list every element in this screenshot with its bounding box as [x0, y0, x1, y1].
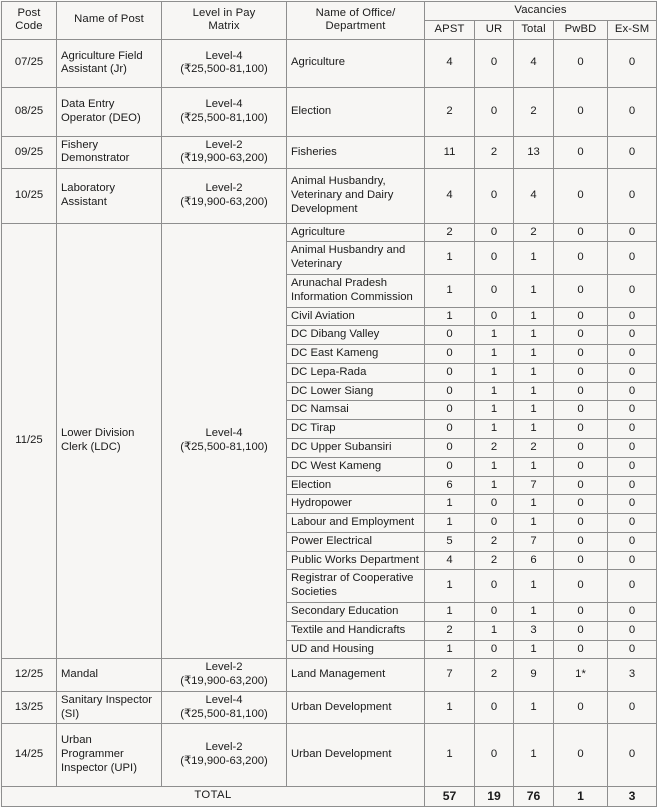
cell-post-code: 14/25 — [2, 724, 57, 786]
cell-ur: 2 — [475, 532, 514, 551]
total-label: TOTAL — [2, 786, 425, 806]
cell-total: 1 — [514, 363, 554, 382]
cell-office: Animal Husbandry, Veterinary and Dairy Development — [287, 169, 425, 223]
cell-office: Election — [287, 476, 425, 495]
cell-apst: 1 — [425, 603, 475, 622]
cell-office: Power Electrical — [287, 532, 425, 551]
cell-level-line1: Level-2 — [205, 661, 243, 674]
cell-pwbd: 0 — [554, 570, 608, 603]
cell-pwbd: 0 — [554, 476, 608, 495]
cell-ur: 1 — [475, 363, 514, 382]
cell-office: DC Tirap — [287, 420, 425, 439]
cell-pwbd: 0 — [554, 345, 608, 364]
cell-total: 1 — [514, 420, 554, 439]
cell-name-of-post-ldc: Lower Division Clerk (LDC) — [57, 223, 162, 659]
cell-apst: 0 — [425, 401, 475, 420]
header-ur: UR — [475, 20, 514, 39]
cell-office: UD and Housing — [287, 640, 425, 659]
cell-apst: 4 — [425, 551, 475, 570]
cell-exsm: 0 — [608, 570, 657, 603]
cell-apst: 6 — [425, 476, 475, 495]
cell-ur: 2 — [475, 438, 514, 457]
cell-name-of-post: Agriculture Field Assistant (Jr) — [57, 39, 162, 88]
cell-ur: 1 — [475, 345, 514, 364]
cell-office: Public Works Department — [287, 551, 425, 570]
cell-name-of-post: Data Entry Operator (DEO) — [57, 88, 162, 137]
cell-apst: 1 — [425, 307, 475, 326]
cell-exsm: 0 — [608, 457, 657, 476]
cell-level — [162, 691, 287, 724]
cell-pwbd: 0 — [554, 136, 608, 169]
cell-post-code: 13/25 — [2, 691, 57, 724]
cell-level — [162, 659, 287, 692]
header-vacancies: Vacancies — [425, 2, 657, 21]
cell-exsm: 0 — [608, 551, 657, 570]
cell-exsm: 0 — [608, 532, 657, 551]
cell-ur: 1 — [475, 326, 514, 345]
cell-total: 4 — [514, 39, 554, 88]
cell-pwbd: 0 — [554, 382, 608, 401]
table-row — [2, 659, 657, 692]
cell-level — [162, 169, 287, 223]
cell-ur: 0 — [475, 495, 514, 514]
cell-exsm: 0 — [608, 603, 657, 622]
cell-exsm: 0 — [608, 169, 657, 223]
cell-apst: 1 — [425, 724, 475, 786]
cell-pwbd: 0 — [554, 169, 608, 223]
cell-apst: 11 — [425, 136, 475, 169]
cell-ur: 0 — [475, 307, 514, 326]
header-post-code-line1: Post — [17, 6, 41, 19]
cell-total: 2 — [514, 223, 554, 242]
cell-pwbd: 0 — [554, 532, 608, 551]
cell-office: Urban Development — [287, 724, 425, 786]
cell-exsm: 3 — [608, 659, 657, 692]
cell-total: 1 — [514, 274, 554, 307]
cell-apst: 0 — [425, 382, 475, 401]
header-exsm: Ex-SM — [608, 20, 657, 39]
table-row — [2, 223, 657, 242]
cell-total: 9 — [514, 659, 554, 692]
cell-apst: 0 — [425, 457, 475, 476]
cell-pwbd: 0 — [554, 495, 608, 514]
cell-ur: 2 — [475, 659, 514, 692]
cell-office: Animal Husbandry and Veterinary — [287, 242, 425, 275]
header-total: Total — [514, 20, 554, 39]
cell-total: 7 — [514, 476, 554, 495]
cell-level-line1: Level-4 — [205, 49, 243, 62]
cell-total: 1 — [514, 242, 554, 275]
header-office-line1: Name of Office/ — [315, 6, 396, 19]
cell-apst: 7 — [425, 659, 475, 692]
cell-pwbd: 0 — [554, 401, 608, 420]
cell-ur: 2 — [475, 551, 514, 570]
cell-apst: 2 — [425, 88, 475, 137]
cell-apst: 0 — [425, 345, 475, 364]
cell-total: 1 — [514, 401, 554, 420]
cell-total: 1 — [514, 691, 554, 724]
cell-ur: 2 — [475, 136, 514, 169]
cell-level-line2: (₹19,900-63,200) — [180, 195, 268, 208]
cell-pwbd: 0 — [554, 274, 608, 307]
cell-exsm: 0 — [608, 39, 657, 88]
cell-level — [162, 136, 287, 169]
cell-name-of-post: Fishery Demonstrator — [57, 136, 162, 169]
cell-pwbd: 0 — [554, 691, 608, 724]
cell-office: Registrar of Cooperative Societies — [287, 570, 425, 603]
header-name-of-post: Name of Post — [57, 2, 162, 40]
cell-exsm: 0 — [608, 326, 657, 345]
cell-apst: 0 — [425, 420, 475, 439]
cell-pwbd: 0 — [554, 438, 608, 457]
cell-office: Agriculture — [287, 39, 425, 88]
cell-exsm: 0 — [608, 88, 657, 137]
cell-ur: 0 — [475, 88, 514, 137]
cell-name-of-post: Mandal — [57, 659, 162, 692]
header-level-line1: Level in Pay — [192, 6, 256, 19]
cell-apst: 1 — [425, 495, 475, 514]
cell-post-code: 10/25 — [2, 169, 57, 223]
cell-level-line2: (₹19,900-63,200) — [180, 675, 268, 688]
cell-name-of-post: Sanitary Inspector (SI) — [57, 691, 162, 724]
cell-ur: 1 — [475, 457, 514, 476]
cell-apst: 0 — [425, 438, 475, 457]
header-level-in-pay-matrix — [162, 2, 287, 40]
cell-level-ldc-line2: (₹25,500-81,100) — [180, 440, 268, 453]
cell-exsm: 0 — [608, 223, 657, 242]
cell-office: Agriculture — [287, 223, 425, 242]
cell-total: 1 — [514, 382, 554, 401]
cell-exsm: 0 — [608, 136, 657, 169]
cell-ur: 0 — [475, 570, 514, 603]
cell-level-line1: Level-2 — [205, 138, 243, 151]
total-apst: 57 — [425, 786, 475, 806]
table-row — [2, 136, 657, 169]
cell-post-code: 12/25 — [2, 659, 57, 692]
cell-pwbd: 0 — [554, 724, 608, 786]
cell-pwbd: 0 — [554, 326, 608, 345]
cell-level-line1: Level-2 — [205, 741, 243, 754]
cell-pwbd: 0 — [554, 551, 608, 570]
cell-pwbd: 0 — [554, 603, 608, 622]
cell-level-line2: (₹25,500-81,100) — [180, 707, 268, 720]
cell-exsm: 0 — [608, 363, 657, 382]
table-row — [2, 724, 657, 786]
table-row — [2, 88, 657, 137]
cell-office: Arunachal Pradesh Information Commission — [287, 274, 425, 307]
cell-ur: 0 — [475, 242, 514, 275]
cell-apst: 4 — [425, 39, 475, 88]
cell-office: DC West Kameng — [287, 457, 425, 476]
cell-total: 1 — [514, 307, 554, 326]
header-office-line2: Department — [325, 20, 386, 33]
table-row — [2, 691, 657, 724]
cell-office: Urban Development — [287, 691, 425, 724]
cell-office: Labour and Employment — [287, 514, 425, 533]
cell-total: 6 — [514, 551, 554, 570]
cell-level-line2: (₹19,900-63,200) — [180, 755, 268, 768]
cell-exsm: 0 — [608, 345, 657, 364]
cell-pwbd: 0 — [554, 420, 608, 439]
cell-ur: 0 — [475, 39, 514, 88]
cell-office: DC Dibang Valley — [287, 326, 425, 345]
cell-apst: 1 — [425, 274, 475, 307]
cell-ur: 0 — [475, 223, 514, 242]
cell-exsm: 0 — [608, 438, 657, 457]
cell-office: Textile and Handicrafts — [287, 621, 425, 640]
cell-total: 1 — [514, 603, 554, 622]
cell-exsm: 0 — [608, 242, 657, 275]
cell-level — [162, 88, 287, 137]
header-name-of-office — [287, 2, 425, 40]
cell-post-code: 07/25 — [2, 39, 57, 88]
cell-post-code: 08/25 — [2, 88, 57, 137]
cell-ur: 1 — [475, 401, 514, 420]
total-exsm: 3 — [608, 786, 657, 806]
cell-level — [162, 39, 287, 88]
cell-pwbd: 0 — [554, 457, 608, 476]
table-header — [2, 2, 657, 40]
cell-apst: 2 — [425, 223, 475, 242]
cell-total: 1 — [514, 724, 554, 786]
cell-ur: 0 — [475, 514, 514, 533]
cell-total: 2 — [514, 88, 554, 137]
cell-total: 1 — [514, 570, 554, 603]
cell-total: 1 — [514, 514, 554, 533]
cell-ur: 0 — [475, 640, 514, 659]
cell-total: 1 — [514, 345, 554, 364]
cell-ur: 0 — [475, 691, 514, 724]
cell-ur: 0 — [475, 724, 514, 786]
header-post-code-line2: Code — [15, 20, 43, 33]
cell-ur: 0 — [475, 169, 514, 223]
cell-level-line1: Level-2 — [205, 182, 243, 195]
cell-total: 13 — [514, 136, 554, 169]
cell-office: Land Management — [287, 659, 425, 692]
cell-exsm: 0 — [608, 476, 657, 495]
cell-level-ldc-line1: Level-4 — [205, 427, 243, 440]
cell-name-of-post: Laboratory Assistant — [57, 169, 162, 223]
table-row — [2, 39, 657, 88]
cell-office: DC Namsai — [287, 401, 425, 420]
table-body — [2, 39, 657, 806]
cell-ur: 1 — [475, 476, 514, 495]
cell-apst: 1 — [425, 640, 475, 659]
cell-apst: 5 — [425, 532, 475, 551]
header-row-top — [2, 2, 657, 21]
cell-name-of-post: Urban Programmer Inspector (UPI) — [57, 724, 162, 786]
table-row — [2, 169, 657, 223]
cell-level-line1: Level-4 — [205, 98, 243, 111]
cell-pwbd: 0 — [554, 514, 608, 533]
vacancy-table-sheet — [0, 1, 657, 803]
cell-pwbd: 0 — [554, 621, 608, 640]
cell-exsm: 0 — [608, 621, 657, 640]
cell-office: DC East Kameng — [287, 345, 425, 364]
cell-exsm: 0 — [608, 401, 657, 420]
cell-ur: 1 — [475, 621, 514, 640]
cell-pwbd: 0 — [554, 88, 608, 137]
cell-apst: 1 — [425, 570, 475, 603]
cell-total: 1 — [514, 495, 554, 514]
cell-apst: 0 — [425, 363, 475, 382]
cell-office: DC Lepa-Rada — [287, 363, 425, 382]
cell-office: Fisheries — [287, 136, 425, 169]
cell-exsm: 0 — [608, 274, 657, 307]
cell-total: 7 — [514, 532, 554, 551]
cell-post-code: 09/25 — [2, 136, 57, 169]
cell-office: Secondary Education — [287, 603, 425, 622]
cell-level — [162, 724, 287, 786]
cell-ur: 0 — [475, 274, 514, 307]
cell-level-line2: (₹25,500-81,100) — [180, 63, 268, 76]
cell-ur: 1 — [475, 382, 514, 401]
cell-ur: 1 — [475, 420, 514, 439]
cell-pwbd: 1* — [554, 659, 608, 692]
cell-exsm: 0 — [608, 691, 657, 724]
header-pwbd: PwBD — [554, 20, 608, 39]
cell-exsm: 0 — [608, 307, 657, 326]
cell-pwbd: 0 — [554, 640, 608, 659]
cell-ur: 0 — [475, 603, 514, 622]
header-level-line2: Matrix — [208, 20, 240, 33]
cell-post-code-ldc: 11/25 — [2, 223, 57, 659]
cell-office: Hydropower — [287, 495, 425, 514]
cell-pwbd: 0 — [554, 39, 608, 88]
cell-level-ldc — [162, 223, 287, 659]
cell-total: 1 — [514, 457, 554, 476]
cell-total: 1 — [514, 326, 554, 345]
cell-exsm: 0 — [608, 514, 657, 533]
cell-pwbd: 0 — [554, 363, 608, 382]
cell-apst: 2 — [425, 621, 475, 640]
cell-pwbd: 0 — [554, 307, 608, 326]
cell-exsm: 0 — [608, 495, 657, 514]
cell-pwbd: 0 — [554, 242, 608, 275]
cell-total: 3 — [514, 621, 554, 640]
cell-level-line2: (₹25,500-81,100) — [180, 111, 268, 124]
cell-total: 4 — [514, 169, 554, 223]
cell-office: DC Upper Subansiri — [287, 438, 425, 457]
cell-apst: 1 — [425, 514, 475, 533]
cell-total: 1 — [514, 640, 554, 659]
cell-apst: 1 — [425, 242, 475, 275]
total-ur: 19 — [475, 786, 514, 806]
vacancy-table — [1, 1, 657, 807]
cell-exsm: 0 — [608, 420, 657, 439]
cell-exsm: 0 — [608, 382, 657, 401]
total-row — [2, 786, 657, 806]
cell-level-line1: Level-4 — [205, 693, 243, 706]
header-apst: APST — [425, 20, 475, 39]
cell-office: Civil Aviation — [287, 307, 425, 326]
header-post-code — [2, 2, 57, 40]
total-total: 76 — [514, 786, 554, 806]
cell-apst: 4 — [425, 169, 475, 223]
cell-apst: 0 — [425, 326, 475, 345]
cell-office: Election — [287, 88, 425, 137]
cell-office: DC Lower Siang — [287, 382, 425, 401]
cell-pwbd: 0 — [554, 223, 608, 242]
cell-exsm: 0 — [608, 724, 657, 786]
total-pwbd: 1 — [554, 786, 608, 806]
cell-exsm: 0 — [608, 640, 657, 659]
cell-total: 2 — [514, 438, 554, 457]
cell-level-line2: (₹19,900-63,200) — [180, 152, 268, 165]
cell-apst: 1 — [425, 691, 475, 724]
